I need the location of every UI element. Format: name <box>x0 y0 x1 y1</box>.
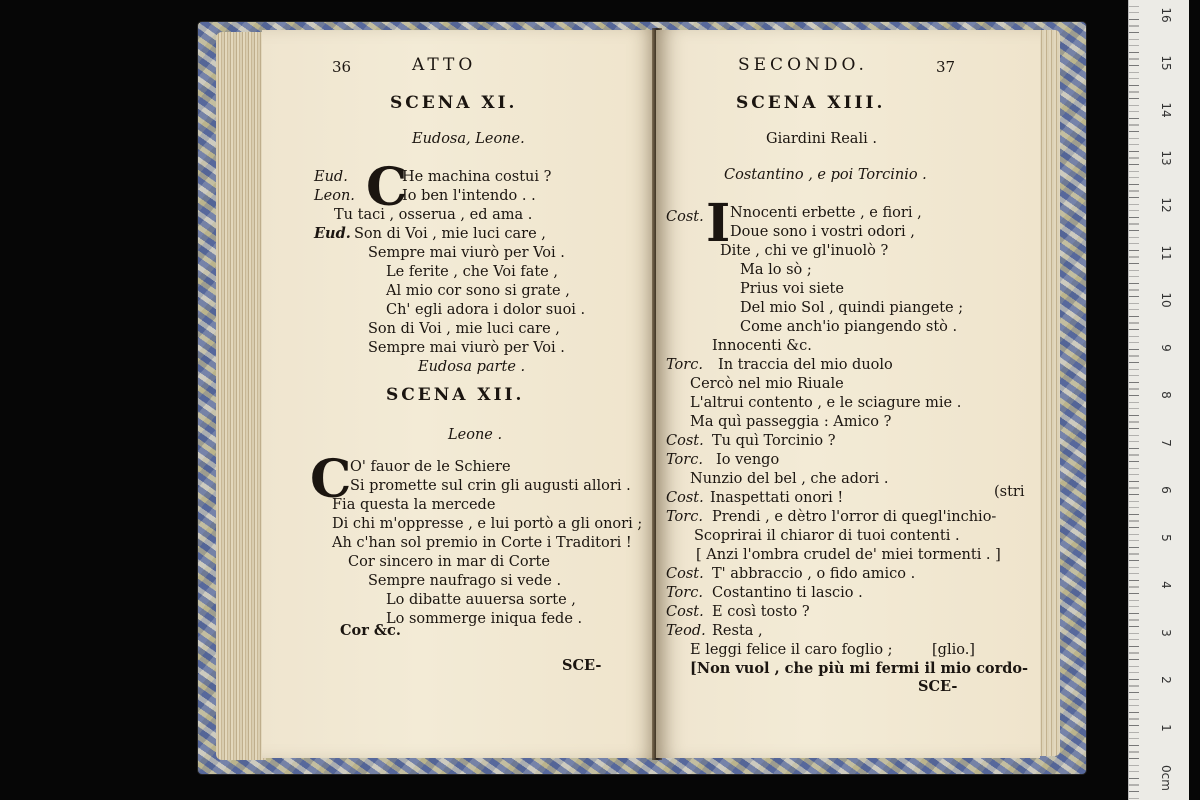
scene-title: SCENA XIII. <box>736 93 886 113</box>
verse-line: Al mio cor sono si grate , <box>386 283 570 299</box>
speaker-label: Leon. <box>314 188 355 204</box>
speaker-label: Torc. <box>666 357 703 373</box>
left-page <box>262 30 658 758</box>
ruler-number: 15 <box>1159 54 1173 71</box>
verse-line: Scoprirai il chiaror di tuoi contenti . <box>694 528 960 544</box>
verse-line: Costantino ti lascio . <box>712 585 863 601</box>
verse-line: Fia questa la mercede <box>332 497 496 513</box>
scene-title: SCENA XII. <box>386 385 525 405</box>
ruler-number: 2 <box>1159 676 1173 684</box>
verse-line: Lo dibatte auuersa sorte , <box>386 592 576 608</box>
page-number: 36 <box>332 58 352 76</box>
verse-line: E leggi felice il caro foglio ; <box>690 642 893 658</box>
speaker-label: Torc. <box>666 585 703 601</box>
verse-line: Tu quì Torcinio ? <box>712 433 836 449</box>
page-edges-left <box>216 32 266 760</box>
ruler-number: 4 <box>1159 581 1173 589</box>
catchword: SCE- <box>562 657 602 674</box>
verse-line: Le ferite , che Voi fate , <box>386 264 558 280</box>
ruler-number: 3 <box>1159 628 1173 637</box>
verse-line: Come anch'io piangendo stò . <box>740 319 958 335</box>
verse-line: Resta , <box>712 623 763 639</box>
verse-line: T' abbraccio , o fido amico . <box>712 566 916 582</box>
verse-line: Inaspettati onori ! <box>710 490 844 506</box>
verse-line: Sempre mai viurò per Voi . <box>368 340 565 356</box>
verse-line: Nunzio del bel , che adori . <box>690 471 889 487</box>
verse-line: Si promette sul crin gli augusti allori . <box>350 478 631 494</box>
drop-capital: C <box>366 157 408 218</box>
verse-line: Sempre naufrago si vede . <box>368 573 562 589</box>
catchword: SCE- <box>918 678 958 695</box>
scene-title: SCENA XI. <box>390 93 518 113</box>
speaker-label: Cost. <box>666 566 704 582</box>
ruler-number: 13 <box>1159 149 1173 166</box>
verse-line: Prendi , e dètro l'orror di quegl'inchio- <box>712 509 997 525</box>
speaker-label: Eud. <box>314 169 348 185</box>
verse-line: Cercò nel mio Riuale <box>690 376 844 392</box>
ruler-number: 8 <box>1159 391 1173 399</box>
turnover-text: [glio.] <box>932 642 975 658</box>
ruler-number: 12 <box>1159 197 1173 213</box>
verse-line: L'altrui contento , e le sciagure mie . <box>690 395 962 411</box>
verse-line: Del mio Sol , quindi piangete ; <box>740 300 964 316</box>
verse-line: Tu taci , osserua , ed ama . <box>334 207 533 223</box>
verse-line: Ch' egli adora i dolor suoi . <box>386 302 586 318</box>
verse-line: Sempre mai viurò per Voi . <box>368 245 565 261</box>
verse-line: Io vengo <box>716 452 780 468</box>
ruler-number: 6 <box>1159 486 1173 494</box>
verse-line: Nnocenti erbette , e fiori , <box>730 205 922 221</box>
verse-line: Lo sommerge iniqua fede . <box>386 611 583 627</box>
ruler-number: 16 <box>1159 7 1173 23</box>
stage-direction: Eudosa parte . <box>418 359 526 375</box>
right-page <box>656 30 1040 758</box>
verse-line: Doue sono i vostri odori , <box>730 224 915 240</box>
speaker-label: Torc. <box>666 509 703 525</box>
scene-characters: Costantino , e poi Torcinio . <box>724 167 927 183</box>
verse-line: Son di Voi , mie luci care , <box>354 226 546 242</box>
verse-line: Ma lo sò ; <box>740 262 812 278</box>
verse-line: Ma quì passeggia : Amico ? <box>690 414 892 430</box>
ruler-number: 11 <box>1159 244 1173 261</box>
speaker-label: Teod. <box>666 623 706 639</box>
scene-setting: Giardini Reali . <box>766 131 877 147</box>
ruler-number: 9 <box>1159 343 1173 352</box>
verse-line: E così tosto ? <box>712 604 810 620</box>
turnover-text: (stri <box>994 484 1025 500</box>
verse-line: Prius voi siete <box>740 281 844 297</box>
speaker-label: Cost. <box>666 490 704 506</box>
verse-line: Innocenti &c. <box>712 338 812 354</box>
ruler-number: 0cm <box>1159 765 1173 791</box>
running-head: SECONDO. <box>738 55 868 75</box>
page-number: 37 <box>936 58 956 76</box>
speaker-label: Cost. <box>666 604 704 620</box>
drop-capital: C <box>310 449 352 510</box>
speaker-label: Cost. <box>666 433 704 449</box>
running-head: ATTO <box>412 55 477 75</box>
speaker-label: Cost. <box>666 209 704 225</box>
verse-line: Io ben l'intendo . . <box>402 188 536 204</box>
ruler-number: 10 <box>1159 292 1173 308</box>
verse-line: He machina costui ? <box>402 169 552 185</box>
ruler-number: 7 <box>1159 438 1173 447</box>
ruler-number: 14 <box>1159 102 1173 118</box>
verse-line: Son di Voi , mie luci care , <box>368 321 560 337</box>
verse-line: O' fauor de le Schiere <box>350 459 511 475</box>
speaker-label: Torc. <box>666 452 703 468</box>
ruler-number: 5 <box>1159 533 1173 542</box>
refrain-cue: Cor &c. <box>340 622 401 639</box>
verse-line: [ Anzi l'ombra crudel de' miei tormenti . ] <box>696 547 1001 563</box>
verse-line: Cor sincero in mar di Corte <box>348 554 550 570</box>
scene-characters: Eudosa, Leone. <box>412 131 525 147</box>
verse-line: Dite , chi ve gl'inuolò ? <box>720 243 889 259</box>
speaker-label: Eud. <box>314 225 351 242</box>
drop-capital: I <box>706 193 731 254</box>
verse-line: [Non vuol , che più mi fermi il mio cordo- <box>690 660 1029 677</box>
scene-characters: Leone . <box>448 427 503 443</box>
verse-line: Di chi m'oppresse , e lui portò a gli onori ; <box>332 516 643 532</box>
verse-line: Ah c'han sol premio in Corte i Traditori ! <box>332 535 632 551</box>
ruler-number: 1 <box>1159 723 1173 732</box>
verse-line: In traccia del mio duolo <box>718 357 893 373</box>
